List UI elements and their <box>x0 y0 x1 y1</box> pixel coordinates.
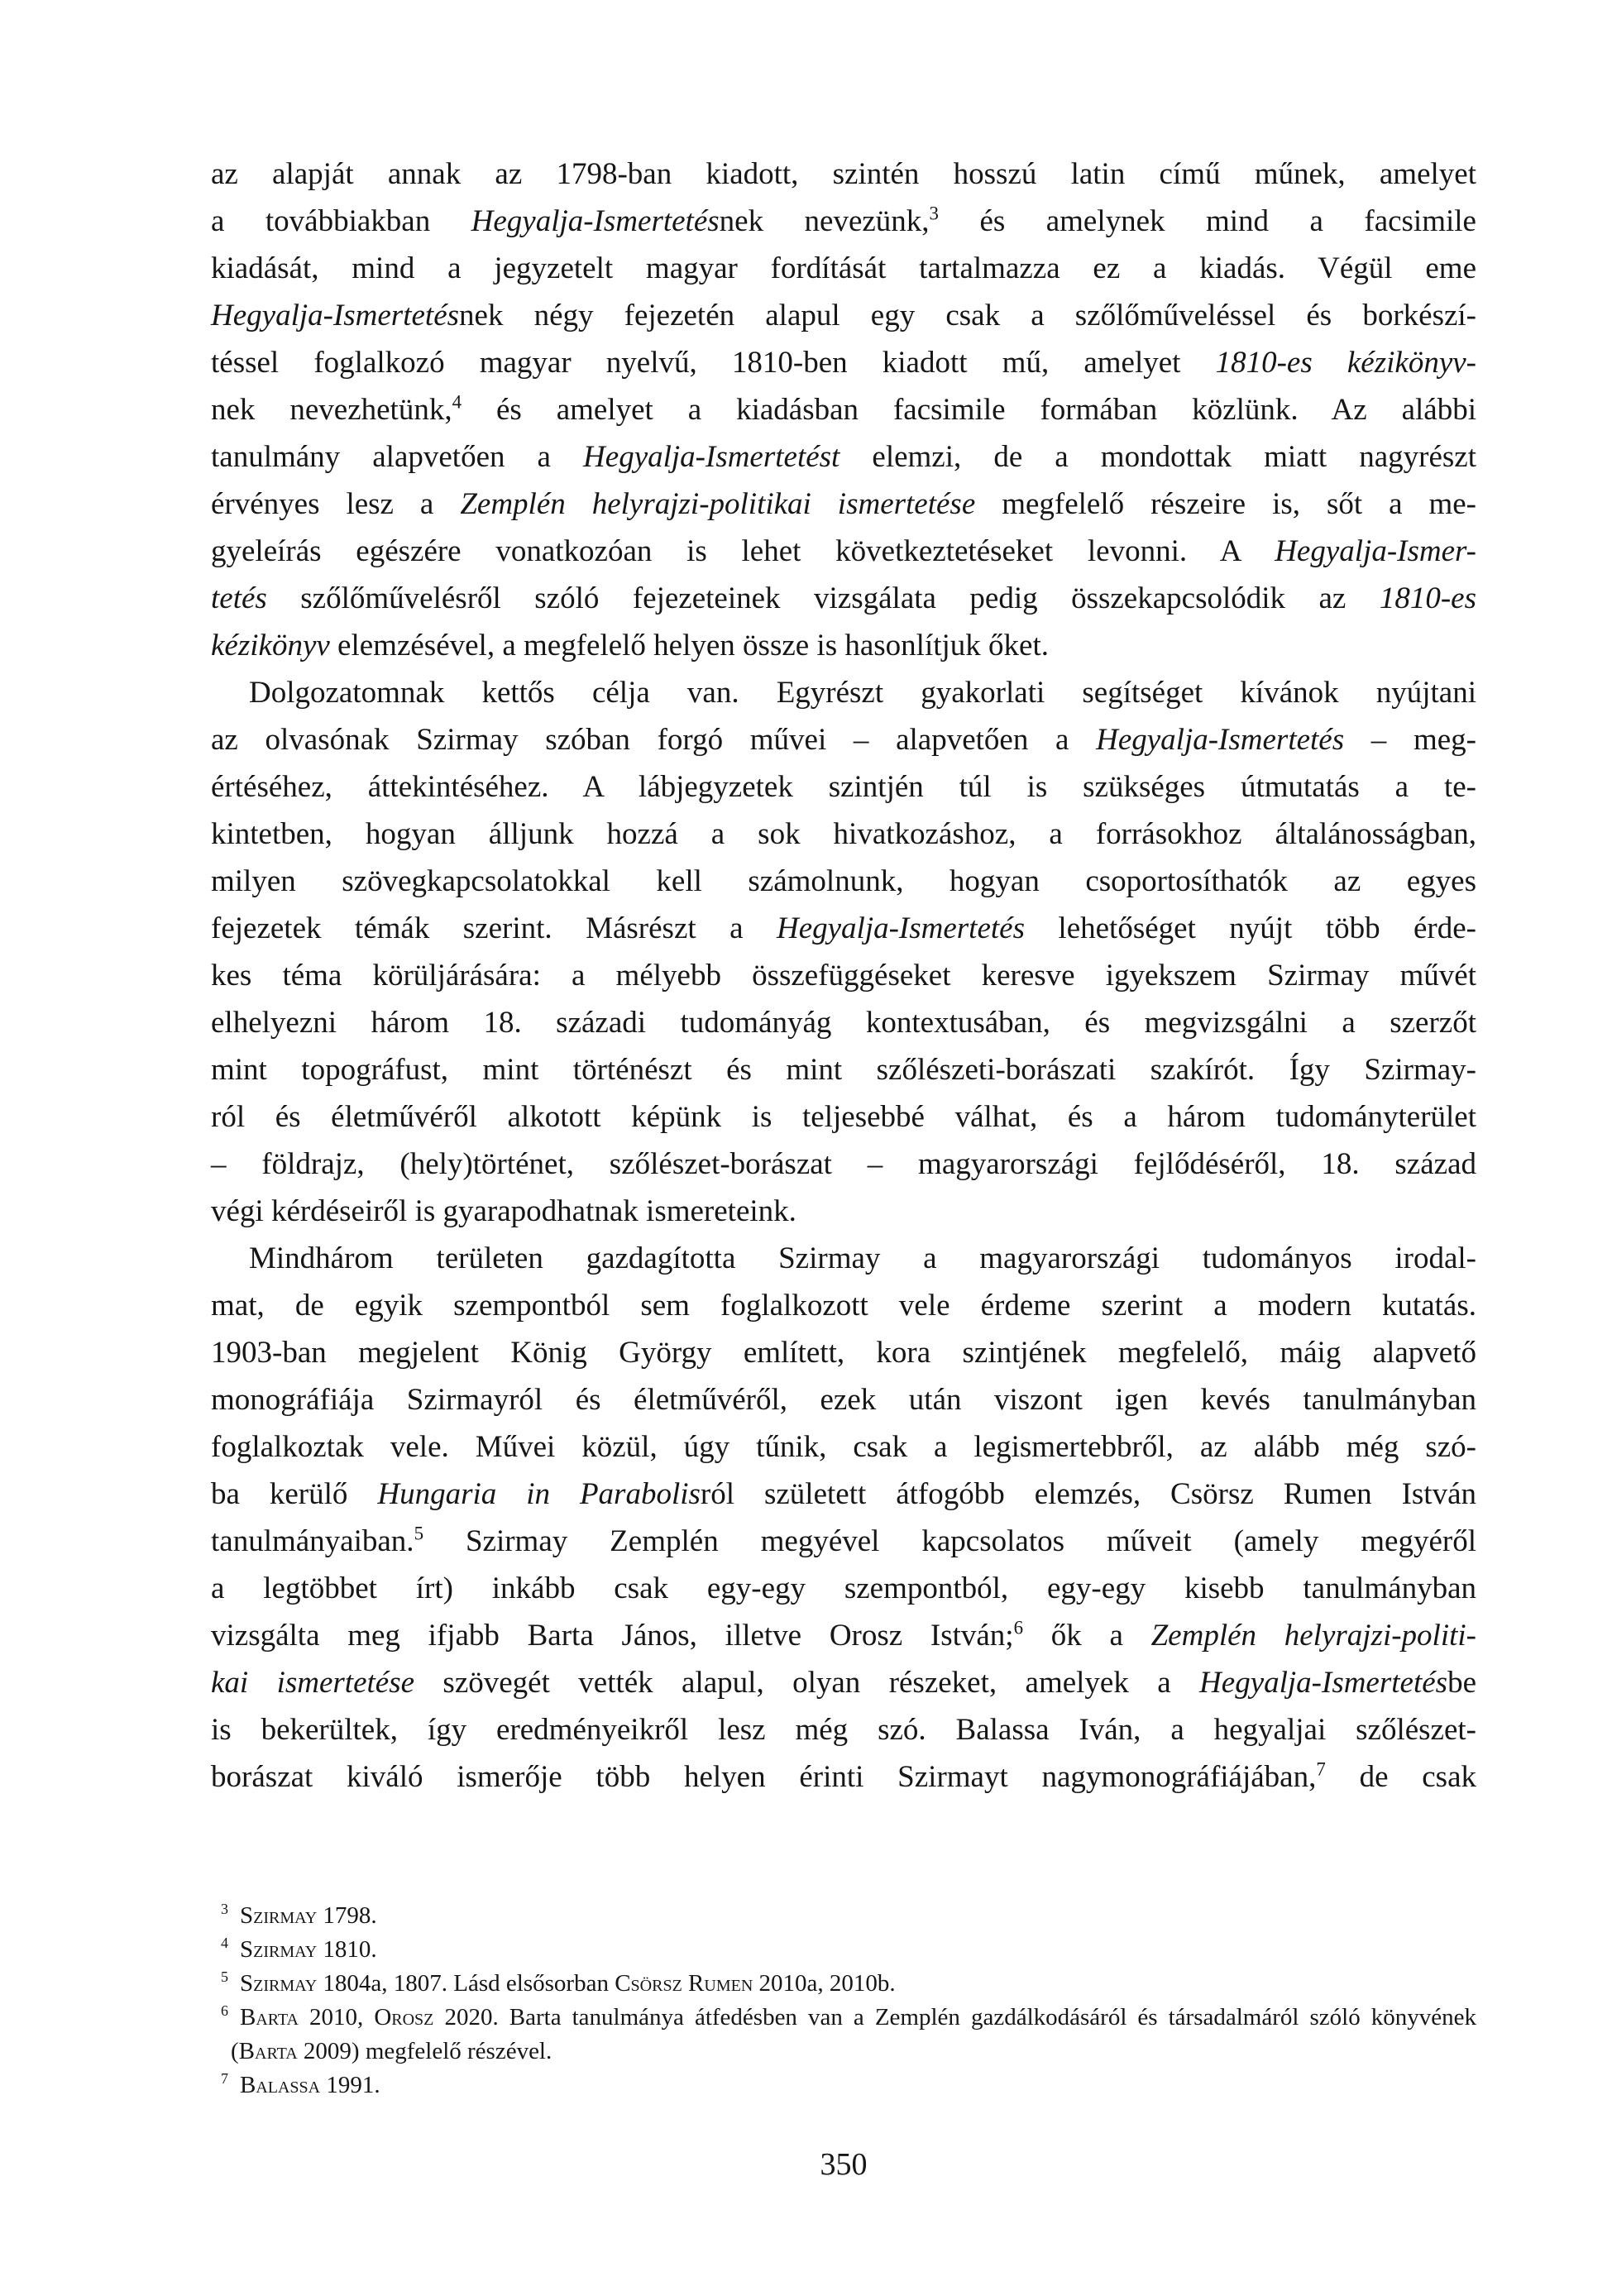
italic-text: Hegyalja-Ismertetés <box>211 299 460 332</box>
text-span: szövegét vették alapul, olyan részeket, amelyek a <box>414 1666 1200 1700</box>
text-line <box>211 858 1476 905</box>
footnote-item <box>211 2001 1476 2069</box>
text-line <box>211 339 1476 386</box>
smallcaps-text: Barta <box>239 2004 299 2031</box>
text-span: az alapját annak az 1798-ban kiadott, szintén hosszú latin című műnek, amelyet <box>211 157 1476 191</box>
text-span: 2010a, 2010b. <box>753 1970 896 1997</box>
text-line <box>211 763 1476 811</box>
text-line <box>211 1235 1476 1282</box>
text-line <box>211 669 1476 716</box>
footnote-ref: 5 <box>414 1523 424 1544</box>
text-line <box>211 1565 1476 1612</box>
text-line <box>211 151 1476 198</box>
text-span: de csak <box>1325 1760 1476 1794</box>
smallcaps-text: Orosz <box>374 2004 434 2031</box>
text-span: a legtöbbet írt) inkább csak egy-egy szempontból, egy-egy kisebb tanulmányban <box>211 1571 1476 1605</box>
italic-text: Hegyalja-Ismertetés <box>471 204 720 238</box>
text-span: monográfiája Szirmayról és életművéről, ezek után viszont igen kevés tanulmányban <box>211 1383 1476 1417</box>
text-span: megfelelő részeire is, sőt a me- <box>975 487 1477 521</box>
text-span: fejezetek témák szerint. Másrészt a <box>211 911 777 945</box>
text-span: Mindhárom területen gazdagította Szirmay a magyarországi tudományos irodal- <box>249 1241 1476 1275</box>
text-span: elemzi, de a mondottak miatt nagyrészt <box>839 440 1476 474</box>
text-line <box>211 1706 1476 1753</box>
text-line <box>211 1282 1476 1329</box>
text-span: 1804a, 1807. Lásd elsősorban <box>317 1970 615 1997</box>
text-line <box>211 575 1476 622</box>
italic-text: Hegyalja-Ismertetés <box>1199 1666 1448 1700</box>
text-span: az olvasónak Szirmay szóban forgó művei – alapvetően a <box>211 723 1097 757</box>
italic-text: kézikönyv <box>211 629 330 662</box>
footnote-item <box>211 1899 1476 1933</box>
italic-text: Zemplén helyrajzi-politikai ismertetése <box>460 487 976 521</box>
italic-text: kai ismertetése <box>211 1666 415 1700</box>
smallcaps-text: Balassa <box>239 2072 321 2098</box>
italic-text: Zemplén helyrajzi-politi- <box>1150 1619 1476 1653</box>
italic-text: Hungaria in Parabolis <box>377 1477 701 1511</box>
text-span: érvényes lesz a <box>211 487 461 521</box>
text-span: elemzésével, a megfelelő helyen össze is hasonlítjuk őket. <box>329 629 1050 662</box>
body-text <box>211 151 1476 1801</box>
footnote-number: 5 <box>221 1968 228 1986</box>
text-span: Szirmay Zemplén megyével kapcsolatos műveit (amely megyéről <box>423 1524 1476 1558</box>
text-span: 1798. <box>317 1902 377 1929</box>
text-line <box>211 1188 1476 1235</box>
footnote-item <box>211 1967 1476 2001</box>
text-line <box>211 1423 1476 1471</box>
footnote-number: 6 <box>221 2002 228 2020</box>
text-span: milyen szövegkapcsolatokkal kell számolnunk, hogyan csoportosíthatók az egyes <box>211 864 1476 898</box>
text-span: ők a <box>1023 1619 1151 1653</box>
footnotes <box>211 1899 1476 2102</box>
text-span: mint topográfust, mint történészt és mint szőlészeti-borászati szakírót. Így Szirmay- <box>211 1053 1476 1087</box>
italic-text: Hegyalja-Ismer- <box>1275 534 1476 568</box>
text-span: értéséhez, áttekintéséhez. A lábjegyzetek szintjén túl is szükséges útmutatás a te- <box>211 770 1476 804</box>
text-line <box>211 198 1476 245</box>
text-span: Dolgozatomnak kettős célja van. Egyrészt gyakorlati segítséget kívánok nyújtani <box>249 676 1476 710</box>
text-span: vizsgálta meg ifjabb Barta János, illetve Orosz István; <box>211 1619 1014 1653</box>
text-span: – meg- <box>1344 723 1476 757</box>
text-span: kes téma körüljárására: a mélyebb összefüggéseket keresve igyekszem Szirmay művét <box>211 959 1476 993</box>
footnote-ref: 7 <box>1316 1758 1326 1780</box>
text-line <box>211 1659 1476 1706</box>
text-span: 2020. Barta tanulmánya átfedésben van a Zemplén gazdálkodásáról és társadalmáról szóló könyvének ( <box>231 2004 1477 2064</box>
smallcaps-text: Csörsz Rumen <box>615 1970 753 1997</box>
text-span: a továbbiakban <box>211 204 471 238</box>
text-span: 2009) megfelelő részével. <box>297 2038 552 2064</box>
text-line <box>211 1471 1476 1518</box>
text-span: mat, de egyik szempontból sem foglalkozott vele érdeme szerint a modern kutatás. <box>211 1289 1476 1323</box>
text-span: téssel foglalkozó magyar nyelvű, 1810-ben kiadott mű, amelyet <box>211 346 1216 380</box>
text-line <box>211 905 1476 952</box>
italic-text: tetés <box>211 581 267 615</box>
text-line <box>211 1141 1476 1188</box>
text-span: 2010, <box>298 2004 375 2031</box>
text-line <box>211 952 1476 999</box>
text-span: 1810. <box>317 1936 377 1963</box>
text-span: nek nevezhetünk, <box>211 393 452 427</box>
footnote-number: 7 <box>221 2070 228 2088</box>
text-line <box>211 811 1476 858</box>
text-line <box>211 1329 1476 1376</box>
text-span: tanulmány alapvetően a <box>211 440 584 474</box>
footnote-ref: 6 <box>1013 1617 1024 1638</box>
text-span: is bekerültek, így eredményeikről lesz még szó. Balassa Iván, a hegyaljai szőlészet- <box>211 1713 1476 1747</box>
text-span: ba kerülő <box>211 1477 378 1511</box>
smallcaps-text: Szirmay <box>239 1970 318 1997</box>
text-span: 1991. <box>320 2072 380 2098</box>
text-span: kiadását, mind a jegyzetelt magyar fordítását tartalmazza ez a kiadás. Végül eme <box>211 251 1476 285</box>
text-line <box>211 1046 1476 1093</box>
text-span: kintetben, hogyan álljunk hozzá a sok hivatkozáshoz, a forrásokhoz általánosságban, <box>211 817 1476 851</box>
italic-text: 1810-es kézikönyv- <box>1215 346 1476 380</box>
italic-text: Hegyalja-Ismertetés <box>1096 723 1345 757</box>
text-span: gyeleírás egészére vonatkozóan is lehet következtetéseket levonni. A <box>211 534 1275 568</box>
smallcaps-text: Szirmay <box>239 1902 318 1929</box>
italic-text: Hegyalja-Ismertetést <box>583 440 840 474</box>
text-line <box>211 386 1476 433</box>
italic-text: Hegyalja-Ismertetés <box>776 911 1025 945</box>
text-span: és amelynek mind a facsimile <box>939 204 1476 238</box>
text-span: lehetőséget nyújt több érde- <box>1024 911 1476 945</box>
text-span: borászat kiváló ismerője több helyen érinti Szirmayt nagymonográfiájában, <box>211 1760 1317 1794</box>
smallcaps-text: Szirmay <box>239 1936 318 1963</box>
text-line <box>211 245 1476 292</box>
footnote-number: 4 <box>221 1935 228 1952</box>
text-line <box>211 1753 1476 1801</box>
text-line <box>211 622 1476 669</box>
text-span: ról és életművéről alkotott képünk is teljesebbé válhat, és a három tudományterület <box>211 1100 1476 1134</box>
text-span: elhelyezni három 18. századi tudományág kontextusában, és megvizsgálni a szerzőt <box>211 1006 1476 1040</box>
text-line <box>211 999 1476 1046</box>
footnote-number: 3 <box>221 1901 228 1918</box>
text-line <box>211 1376 1476 1423</box>
text-line <box>211 1612 1476 1659</box>
text-span: végi kérdéseiről is gyarapodhatnak ismereteink. <box>211 1194 796 1228</box>
text-span: ról született átfogóbb elemzés, Csörsz Rumen István <box>700 1477 1476 1511</box>
text-span: nek nevezünk, <box>719 204 930 238</box>
text-span: és amelyet a kiadásban facsimile formában közlünk. Az alábbi <box>462 393 1476 427</box>
text-line <box>211 1518 1476 1565</box>
footnote-item <box>211 2069 1476 2102</box>
text-span: be <box>1447 1666 1476 1700</box>
footnote-ref: 4 <box>452 391 462 413</box>
smallcaps-text: Barta <box>238 2038 298 2064</box>
text-line <box>211 433 1476 481</box>
text-line <box>211 481 1476 528</box>
text-line <box>211 528 1476 575</box>
text-span: tanulmányaiban. <box>211 1524 414 1558</box>
page-number: 350 <box>820 2147 868 2182</box>
footnote-item <box>211 1933 1476 1967</box>
text-span: – földrajz, (hely)történet, szőlészet-borászat – magyarországi fejlődéséről, 18. század <box>211 1147 1476 1181</box>
footnote-ref: 3 <box>929 203 940 224</box>
text-line <box>211 1093 1476 1141</box>
text-line <box>211 292 1476 339</box>
text-span: nek négy fejezetén alapul egy csak a szőlőműveléssel és borkészí- <box>459 299 1476 332</box>
text-span: szőlőművelésről szóló fejezeteinek vizsgálata pedig összekapcsolódik az <box>266 581 1380 615</box>
text-span: 1903-ban megjelent König György említett, kora szintjének megfelelő, máig alapvető <box>211 1336 1476 1370</box>
text-span: foglalkoztak vele. Művei közül, úgy tűnik, csak a legismertebbről, az alább még szó- <box>211 1430 1476 1464</box>
text-line <box>211 716 1476 763</box>
italic-text: 1810-es <box>1379 581 1476 615</box>
